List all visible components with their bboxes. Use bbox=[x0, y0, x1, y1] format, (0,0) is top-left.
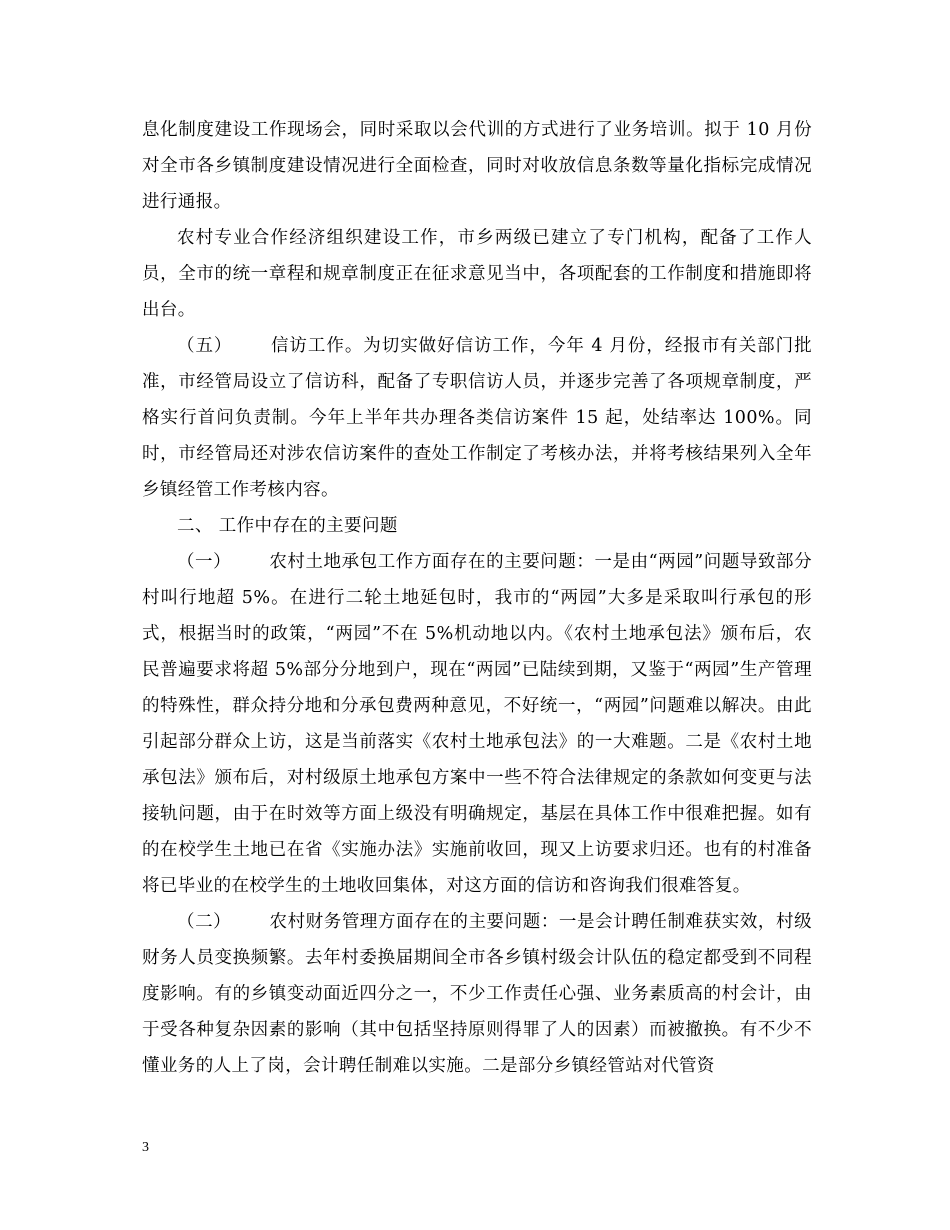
document-body bbox=[142, 112, 812, 1084]
section-label: （二） bbox=[177, 912, 232, 932]
section-label: （一） bbox=[177, 552, 232, 572]
paragraph-text: 农村专业合作经济组织建设工作，市乡两级已建立了专门机构，配备了工作人员，全市的统一章程和规章制度正在征求意见当中，各项配套的工作制度和措施即将出台。 bbox=[142, 228, 812, 320]
paragraph-cooperative-organizations bbox=[142, 220, 812, 328]
paragraph-problem-1-land-contracting bbox=[142, 544, 812, 904]
section-label: （五） bbox=[177, 336, 233, 356]
paragraph-text: 信访工作。为切实做好信访工作，今年 4 月份，经报市有关部门批准，市经管局设立了信访科，配备了专职信访人员，并逐步完善了各项规章制度，严格实行首问负责制。今年上半年共办理各类信访案件 15 起，处结率达 100%。同时，市经管局还对涉农信访案件的查处工作制定了考核办法，并将考核结果列入全年乡镇经管工作考核内容。 bbox=[142, 336, 812, 500]
paragraph-intro-continuation bbox=[142, 112, 812, 220]
paragraph-section-5-petition-work bbox=[142, 328, 812, 508]
paragraph-text: 农村财务管理方面存在的主要问题：一是会计聘任制难获实效，村级财务人员变换频繁。去年村委换届期间全市各乡镇村级会计队伍的稳定都受到不同程度影响。有的乡镇变动面近四分之一，不少工作责任心强、业务素质高的村会计，由于受各种复杂因素的影响（其中包括坚持原则得罪了人的因素）而被撤换。有不少不懂业务的人上了岗，会计聘任制难以实施。二是部分乡镇经管站对代管资 bbox=[142, 912, 813, 1076]
paragraph-problem-2-financial-management bbox=[142, 904, 812, 1084]
heading-main-problems bbox=[142, 508, 812, 544]
paragraph-text: 息化制度建设工作现场会，同时采取以会代训的方式进行了业务培训。拟于 10 月份对全市各乡镇制度建设情况进行全面检查，同时对收放信息条数等量化指标完成情况进行通报。 bbox=[142, 120, 812, 212]
heading-text: 二、 工作中存在的主要问题 bbox=[177, 516, 398, 536]
paragraph-text: 农村土地承包工作方面存在的主要问题：一是由“两园”问题导致部分村叫行地超 5%。在进行二轮土地延包时，我市的“两园”大多是采取叫行承包的形式，根据当时的政策，“两园”不在 5%机动地以内。《农村土地承包法》颁布后，农民普遍要求将超 5%部分分地到户，现在“两园”已陆续到期，又鉴于“两园”生产管理的特殊性，群众持分地和分承包费两种意见，不好统一，“两园”问题难以解决。由此引起部分群众上访，这是当前落实《农村土地承包法》的一大难题。二是《农村土地承包法》颁布后，对村级原土地承包方案中一些不符合法律规定的条款如何变更与法接轨问题，由于在时效等方面上级没有明确规定，基层在具体工作中很难把握。如有的在校学生土地已在省《实施办法》实施前收回，现又上访要求归还。也有的村准备将已毕业的在校学生的土地收回集体，对这方面的信访和咨询我们很难答复。 bbox=[142, 552, 812, 896]
page-number: 3 bbox=[142, 1140, 149, 1155]
